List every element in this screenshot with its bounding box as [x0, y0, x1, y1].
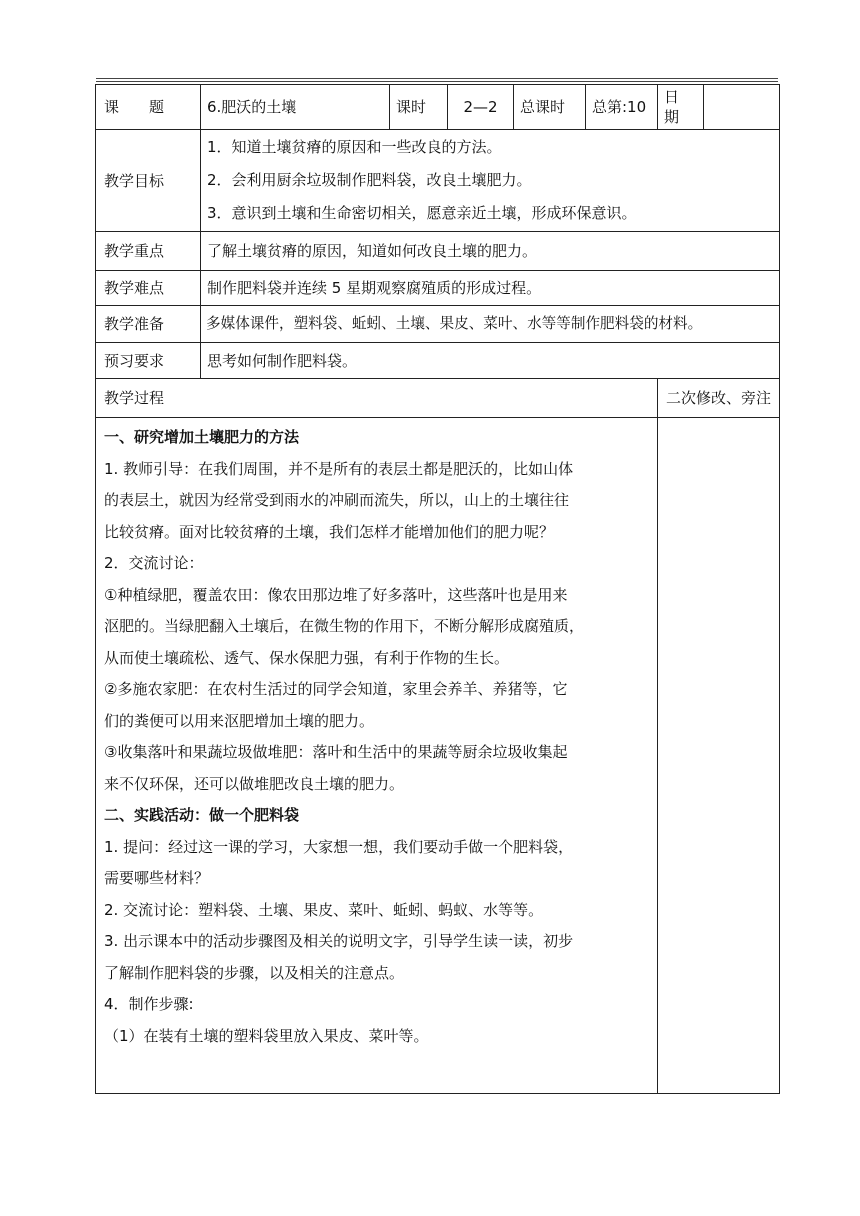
process-line: 1. 提问：经过这一课的学习，大家想一想，我们要动手做一个肥料袋，	[104, 837, 574, 856]
goals-label: 教学目标	[96, 130, 201, 232]
process-content	[96, 418, 658, 1094]
topic-value: 6.肥沃的土壤	[201, 85, 390, 130]
preview-label: 预习要求	[96, 343, 201, 379]
process-line: 4．制作步骤:	[104, 995, 194, 1013]
difficulties-text: 制作肥料袋并连续 5 星期观察腐殖质的形成过程。	[201, 271, 780, 306]
process-header-row	[96, 379, 780, 418]
process-line: 比较贫瘠。面对比较贫瘠的土壤，我们怎样才能增加他们的肥力呢？	[104, 522, 555, 541]
total-period-value: 总第:10	[586, 85, 658, 130]
goal-item: 2．会利用厨余垃圾制作肥料袋，改良土壤肥力。	[207, 171, 532, 189]
date-value	[704, 85, 780, 130]
side-notes-label: 二次修改、旁注	[658, 379, 780, 418]
topic-label: 课 题	[96, 85, 201, 130]
process-line: 需要哪些材料？	[104, 869, 210, 887]
process-line: （1）在装有土壤的塑料袋里放入果皮、菜叶等。	[104, 1026, 429, 1045]
process-line: ②多施农家肥：在农村生活过的同学会知道，家里会养羊、养猪等，它	[104, 680, 568, 698]
lesson-plan-table	[95, 84, 780, 1094]
key-points-row	[96, 232, 780, 271]
process-line: 2．交流讨论：	[104, 554, 204, 572]
process-line: 3. 出示课本中的活动步骤图及相关的说明文字，引导学生读一读，初步	[104, 932, 574, 950]
process-line: 2. 交流讨论：塑料袋、土壤、果皮、菜叶、蚯蚓、蚂蚁、水等等。	[104, 900, 544, 919]
process-line: 来不仅环保，还可以做堆肥改良土壤的肥力。	[104, 774, 405, 793]
header-rule-second	[96, 81, 778, 82]
preview-text: 思考如何制作肥料袋。	[201, 343, 780, 379]
section-heading: 一、研究增加土壤肥力的方法	[104, 428, 300, 446]
process-line: ③收集落叶和果蔬垃圾做堆肥：落叶和生活中的果蔬等厨余垃圾收集起	[104, 743, 568, 761]
date-label: 日 期	[658, 85, 704, 130]
header-row	[96, 85, 780, 130]
difficulties-label: 教学难点	[96, 271, 201, 306]
process-body-row	[96, 418, 780, 1094]
process-line: 沤肥的。当绿肥翻入土壤后，在微生物的作用下，不断分解形成腐殖质，	[104, 617, 585, 635]
goal-item: 3．意识到土壤和生命密切相关，愿意亲近土壤，形成环保意识。	[207, 204, 637, 222]
total-period-label: 总课时	[514, 85, 586, 130]
process-line: 从而使土壤疏松、透气、保水保肥力强，有利于作物的生长。	[104, 648, 510, 667]
section-heading: 二、实践活动：做一个肥料袋	[104, 806, 300, 824]
process-line: 了解制作肥料袋的步骤，以及相关的注意点。	[104, 963, 405, 982]
preview-row	[96, 343, 780, 379]
preparation-label: 教学准备	[96, 306, 201, 343]
process-label: 教学过程	[96, 379, 658, 418]
process-line: 1. 教师引导：在我们周围，并不是所有的表层土都是肥沃的，比如山体	[104, 459, 574, 478]
side-notes-area	[658, 418, 780, 1094]
header-rule	[96, 78, 778, 79]
key-points-text: 了解土壤贫瘠的原因，知道如何改良土壤的肥力。	[201, 232, 780, 271]
process-line: 们的粪便可以用来沤肥增加土壤的肥力。	[104, 711, 375, 730]
process-line: ①种植绿肥，覆盖农田：像农田那边堆了好多落叶，这些落叶也是用来	[104, 585, 568, 604]
preparation-text: 多媒体课件，塑料袋、蚯蚓、土壤、果皮、菜叶、水等等制作肥料袋的材料。	[201, 306, 780, 343]
process-line: 的表层土，就因为经常受到雨水的冲刷而流失，所以，山上的土壤往往	[104, 491, 570, 509]
goals-list	[201, 130, 780, 232]
preparation-row	[96, 306, 780, 343]
goal-item: 1．知道土壤贫瘠的原因和一些改良的方法。	[207, 138, 502, 156]
period-label: 课时	[390, 85, 448, 130]
period-value: 2—2	[448, 85, 514, 130]
key-points-label: 教学重点	[96, 232, 201, 271]
goals-row	[96, 130, 780, 232]
difficulties-row	[96, 271, 780, 306]
